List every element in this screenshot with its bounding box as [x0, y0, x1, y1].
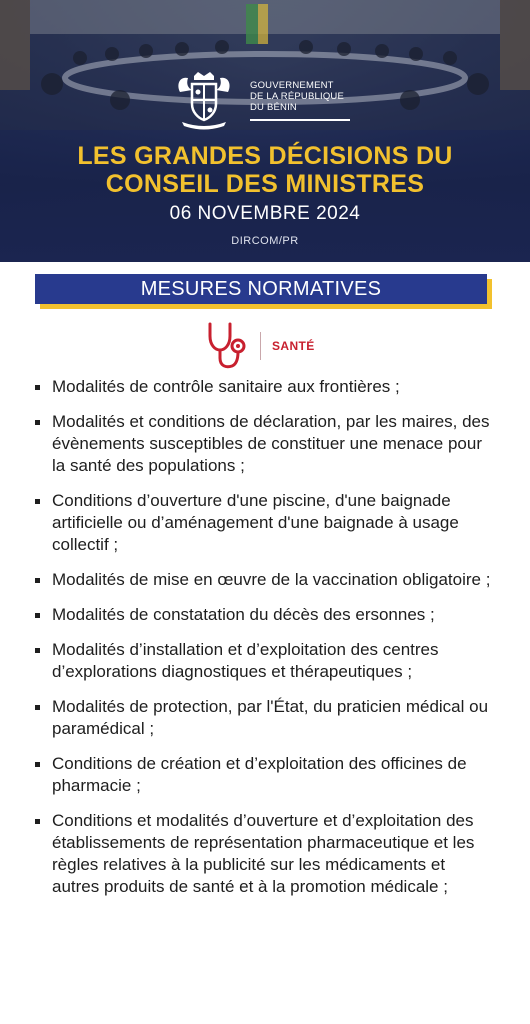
credit-line: DIRCOM/PR: [231, 235, 299, 247]
list-item: [0, 569, 530, 591]
government-identity: [174, 70, 364, 132]
category-label: SANTÉ: [272, 339, 315, 353]
coat-of-arms-icon: [174, 70, 234, 130]
list-item: [0, 376, 530, 398]
stethoscope-icon: [206, 322, 248, 370]
title-line-2: CONSEIL DES MINISTRES: [105, 170, 425, 198]
bullet-icon: [35, 385, 40, 390]
bullet-icon: [35, 613, 40, 618]
list-item-text: Modalités de protection, par l'État, du praticien médical ou paramédical ;: [52, 697, 489, 738]
section-title: MESURES NORMATIVES: [35, 274, 487, 304]
list-item: [0, 696, 530, 740]
header-banner: [0, 0, 530, 262]
list-item: [0, 490, 530, 556]
list-item-text: Modalités et conditions de déclaration, par les maires, des évènements susceptibles de constituer une menace pour la santé des populations ;: [52, 412, 490, 475]
bullet-icon: [35, 578, 40, 583]
government-line-2: DE LA RÉPUBLIQUE: [250, 91, 345, 102]
list-item-text: Conditions d’ouverture d'une piscine, d'une baignade artificielle ou d’aménagement d'une baignade à usage collectif ;: [52, 491, 459, 554]
list-item: [0, 753, 530, 797]
bullet-icon: [35, 648, 40, 653]
list-item: [0, 411, 530, 477]
list-item: [0, 639, 530, 683]
section-banner: [35, 274, 493, 310]
bullet-icon: [35, 499, 40, 504]
government-name: [250, 80, 370, 113]
category-header: [206, 322, 346, 370]
list-item-text: Modalités de constatation du décès des ersonnes ;: [52, 605, 435, 624]
category-divider: [260, 332, 261, 360]
government-line-3: DU BÉNIN: [250, 102, 297, 113]
title-line-1: LES GRANDES DÉCISIONS DU: [77, 142, 453, 170]
list-item-text: Modalités de contrôle sanitaire aux frontières ;: [52, 377, 400, 396]
list-item: [0, 810, 530, 898]
list-item-text: Conditions de création et d’exploitation des officines de pharmacie ;: [52, 754, 467, 795]
list-item-text: Modalités de mise en œuvre de la vaccination obligatoire ;: [52, 570, 491, 589]
bullet-icon: [35, 819, 40, 824]
measures-list: [0, 376, 530, 911]
government-underline: [250, 119, 350, 121]
bullet-icon: [35, 762, 40, 767]
government-line-1: GOUVERNEMENT: [250, 80, 334, 91]
list-item-text: Modalités d’installation et d’exploitation des centres d’explorations diagnostiques et thérapeutiques ;: [52, 640, 439, 681]
list-item: [0, 604, 530, 626]
page-title: [0, 142, 530, 198]
bullet-icon: [35, 705, 40, 710]
bullet-icon: [35, 420, 40, 425]
list-item-text: Conditions et modalités d’ouverture et d’exploitation des établissements de représentation pharmaceutique et les règles relatives à la publicité sur les médicaments et autres produits de santé et à la promotion médicale ;: [52, 811, 475, 896]
meeting-date: 06 NOVEMBRE 2024: [169, 203, 361, 224]
